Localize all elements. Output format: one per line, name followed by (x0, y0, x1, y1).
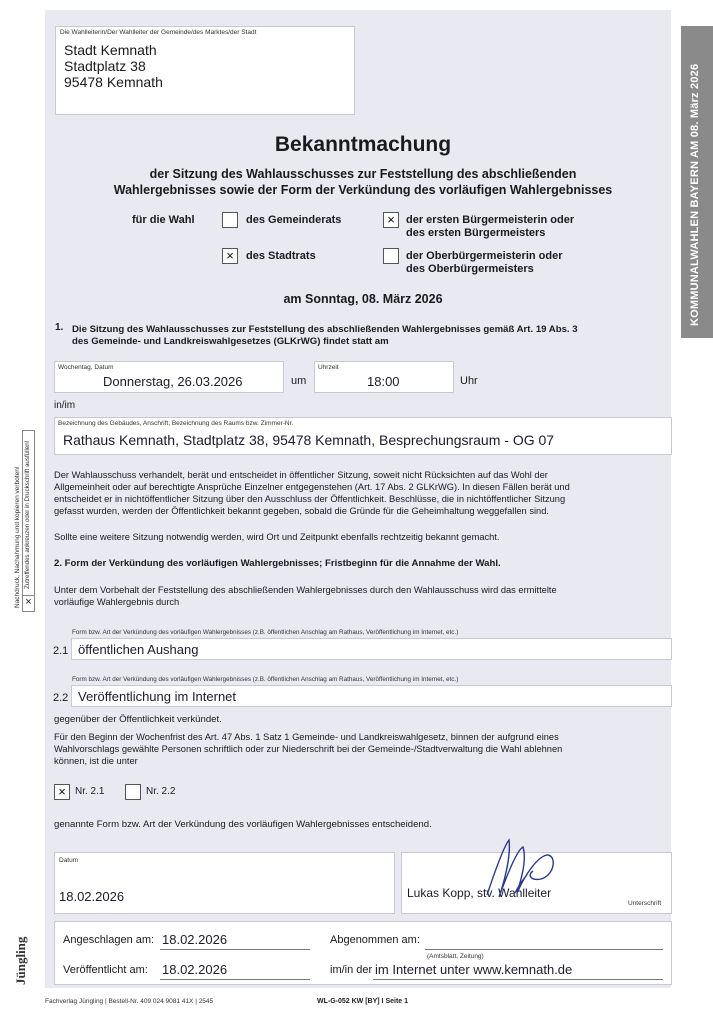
number-2-2: 2.2 (53, 692, 69, 704)
label-gemeinderat: des Gemeinderats (246, 214, 342, 226)
form-value-2-1[interactable]: öffentlichen Aushang (78, 642, 199, 657)
handwritten-signature-icon (457, 835, 567, 905)
meeting-place-caption: Bezeichnung des Gebäudes, Anschrift, Bezeichnung des Raums bzw. Zimmer-Nr. (58, 420, 294, 427)
section2-intro-line-1: Unter dem Vorbehalt der Feststellung des abschließenden Wahlergebnisses durch den Wahlausschuss wird das ermittelte (54, 585, 557, 595)
hint-text: Zutreffendes ankreuzen oder in Druckschrift ausfüllen! (24, 440, 31, 589)
removed-underline (425, 949, 663, 950)
signature-date-caption: Datum (59, 857, 79, 864)
address-line-1: Stadt Kemnath (64, 42, 157, 58)
address-line-2: Stadtplatz 38 (64, 58, 146, 74)
side-tab-text: KOMMUNALWAHLEN BAYERN AM 08. März 2026 (689, 63, 701, 326)
form-field-2-2 (71, 685, 672, 707)
checkbox-gemeinderat[interactable] (222, 212, 238, 228)
copyright-note: Nachdruck, Nachahmung und kopieren verboten! (14, 466, 21, 608)
meeting-place-box (54, 417, 672, 455)
form-caption-2-1: Form bzw. Art der Verkündung des vorläufigen Wahlergebnisses (z.B. öffentlichen Anschlag am Rathaus, Veröffentlichung im Internet, etc.) (72, 629, 459, 636)
footer-form-id: WL-G-052 KW [BY] I Seite 1 (317, 998, 409, 1005)
section1-paragraph-2: Sollte eine weitere Sitzung notwendig werden, wird Ort und Zeitpunkt ebenfalls rechtzeitig bekannt gemacht. (54, 532, 500, 542)
meeting-time-value[interactable]: 18:00 (367, 374, 400, 389)
section1-text-2: des Gemeinde- und Landkreiswahlgesetzes (GLKrWG) findet statt am (72, 336, 389, 347)
signature-box (401, 852, 672, 914)
section2-paragraph-line-2: Wahlvorschlags gewählte Personen schriftlich oder zur Niederschrift bei der Gemeinde-/Stadtverwaltung die Wahl ablehnen (54, 744, 563, 754)
checkbox-nr-2-2[interactable] (125, 784, 141, 800)
medium-value[interactable]: im Internet unter www.kemnath.de (375, 962, 573, 977)
meeting-place-value[interactable]: Rathaus Kemnath, Stadtplatz 38, 95478 Kemnath, Besprechungsraum - OG 07 (63, 432, 555, 448)
address-caption: Die Wahlleiterin/Der Wahlleiter der Gemeinde/des Marktes/der Stadt (60, 29, 257, 36)
section2-paragraph-line-1: Für den Beginn der Wochenfrist des Art. 47 Abs. 1 Satz 1 Gemeinde- und Landkreiswahlgesetz, binnen der aufgrund eines (54, 732, 559, 742)
form-value-2-2[interactable]: Veröffentlichung im Internet (78, 689, 237, 704)
posted-value[interactable]: 18.02.2026 (162, 932, 228, 947)
label-nr-2-2: Nr. 2.2 (146, 786, 176, 797)
address-line-3: 95478 Kemnath (64, 74, 163, 90)
section1-paragraph-line-3: entscheidet er in nichtöffentlicher Sitzung über den Ausschluss der Öffentlichkeit. Beschlüsse, die in nichtöffentlicher Sitzung (54, 494, 566, 504)
meeting-date-caption: Wochentag, Datum (58, 364, 114, 371)
checkbox-buergermeister[interactable]: × (383, 212, 399, 228)
label-oberbuergermeister-2: des Oberbürgermeisters (406, 263, 534, 275)
meeting-date-value[interactable]: Donnerstag, 26.03.2026 (103, 374, 243, 389)
page-title: Bekanntmachung (274, 133, 452, 156)
section1-paragraph-line-4: gefasst wurden, werden der Öffentlichkeit bekannt gegeben, sobald die Gründe für die Geheimhaltung weggefallen sind. (54, 506, 549, 516)
removed-label: Abgenommen am: (330, 934, 420, 946)
footer-publisher: Fachverlag Jüngling | Bestell-Nr. 409 024 9081 41X | 2545 (45, 998, 214, 1005)
section1-text-1: Die Sitzung des Wahlausschusses zur Feststellung des abschließenden Wahlergebnisses gemäß Art. 19 Abs. 3 (72, 324, 578, 335)
hint-mark: × (23, 595, 34, 608)
checkbox-oberbuergermeister[interactable] (383, 248, 399, 264)
signature-name: Lukas Kopp, stv. Wahlleiter (407, 886, 552, 900)
subtitle-line-2: Wahlergebnisses sowie der Form der Verkündung des vorläufigen Wahlergebnisses (113, 183, 613, 197)
side-tab (681, 26, 713, 338)
meeting-date-box (54, 361, 284, 393)
subtitle-line-1: der Sitzung des Wahlausschusses zur Feststellung des abschließenden (149, 167, 577, 181)
section2-heading: 2. Form der Verkündung des vorläufigen Wahlergebnisses; Fristbeginn für die Annahme der Wahl. (54, 558, 501, 569)
uhr-label: Uhr (460, 375, 478, 387)
address-box (55, 26, 355, 115)
inim-label: in/im (54, 400, 76, 411)
published-label: Veröffentlicht am: (63, 964, 148, 976)
form-caption-2-2: Form bzw. Art der Verkündung des vorläufigen Wahlergebnisses (z.B. öffentlichen Anschlag am Rathaus, Veröffentlichung im Internet, etc.) (72, 676, 459, 683)
section2-after: gegenüber der Öffentlichkeit verkündet. (54, 714, 222, 725)
um-label: um (291, 375, 307, 387)
brand-logo: Jüngling (13, 936, 28, 985)
form-field-2-1 (71, 638, 672, 660)
signature-date-value[interactable]: 18.02.2026 (59, 889, 125, 904)
posted-underline (160, 949, 310, 950)
label-nr-2-1: Nr. 2.1 (75, 786, 105, 797)
section1-paragraph-line-2: Allgemeinheit oder auf berechtigte Ansprüche Einzelner entgegenstehen (Art. 17 Abs. 2 GLKrWG). In diesen Fällen berät und (54, 482, 570, 492)
medium-label: im/in der (330, 964, 373, 976)
label-buergermeister-2: des ersten Bürgermeisters (406, 227, 546, 239)
label-buergermeister-1: der ersten Bürgermeisterin oder (406, 214, 575, 226)
meeting-time-box (314, 361, 454, 393)
signature-caption: Unterschrift (628, 900, 662, 907)
posting-box (54, 921, 672, 985)
signature-date-box (54, 852, 395, 914)
published-underline (160, 979, 310, 980)
posted-label: Angeschlagen am: (63, 934, 155, 946)
hint-box (22, 430, 35, 612)
published-value[interactable]: 18.02.2026 (162, 962, 228, 977)
checkbox-nr-2-1[interactable]: × (54, 784, 70, 800)
label-oberbuergermeister-1: der Oberbürgermeisterin oder (406, 250, 563, 262)
section2-closing: genannte Form bzw. Art der Verkündung des vorläufigen Wahlergebnisses entscheidend. (54, 819, 432, 830)
label-stadtrat: des Stadtrats (246, 250, 316, 262)
medium-underline (373, 979, 663, 980)
medium-caption: (Amtsblatt, Zeitung) (427, 953, 484, 960)
section2-paragraph-line-3: können, ist die unter (54, 756, 138, 766)
section2-intro-line-2: vorläufige Wahlergebnis durch (54, 597, 180, 607)
number-2-1: 2.1 (53, 645, 69, 657)
election-date: am Sonntag, 08. März 2026 (283, 292, 443, 306)
meeting-time-caption: Uhrzeit (318, 364, 339, 371)
election-intro: für die Wahl (132, 214, 195, 226)
section1-paragraph-line-1: Der Wahlausschuss verhandelt, berät und entscheidet in öffentlicher Sitzung, soweit nicht Rücksichten auf das Wohl der (54, 470, 548, 480)
section1-number: 1. (55, 322, 64, 333)
checkbox-stadtrat[interactable]: × (222, 248, 238, 264)
